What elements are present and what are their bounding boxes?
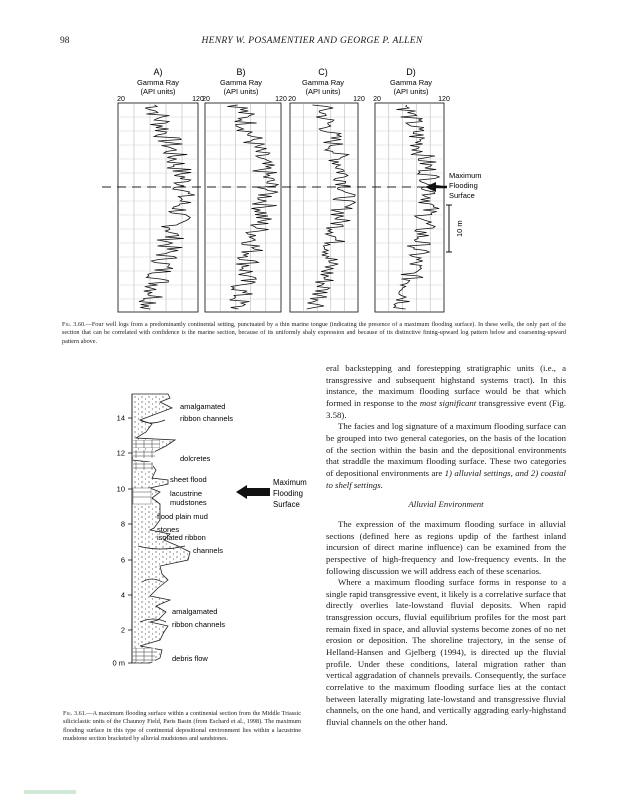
- body-text-column: [326, 363, 566, 729]
- mfs-label-360: [449, 171, 482, 200]
- paragraph-2: The facies and log signature of a maximum flooding surface can be grouped into two general categories, on the basis of the location of the section within the basin and the depositional environments that straddle the maximum flooding surface. These two categories of depositional environments are 1) alluvial settings, and 2) coastal to shelf settings.: [326, 421, 566, 490]
- log-c-title: Gamma Ray: [301, 78, 345, 87]
- mfs-361-line-3: Surface: [273, 500, 300, 509]
- facies-amalgamated-bottom: amalgamated: [172, 607, 218, 616]
- log-d-max: 120: [438, 96, 450, 103]
- dolcrete-layer: [133, 440, 160, 448]
- section-heading: Alluvial Environment: [408, 499, 484, 510]
- depth-ticks: [112, 414, 132, 668]
- depth-tick-label: 8: [120, 519, 125, 529]
- log-b-title: Gamma Ray: [219, 78, 263, 87]
- log-c-min: 20: [288, 96, 296, 103]
- facies-sheet-flood: sheet flood: [170, 475, 207, 484]
- depth-tick-label: 6: [120, 555, 125, 565]
- log-b-units: (API units): [223, 87, 259, 96]
- caption-label: Fig. 3.60.: [62, 321, 86, 328]
- facies-lacustrine: lacustrine: [170, 489, 203, 498]
- facies-amalgamated-top: amalgamated: [180, 402, 226, 411]
- depth-tick-label: 4: [120, 590, 125, 600]
- log-c-letter: C): [318, 67, 328, 77]
- log-a-units: (API units): [140, 87, 176, 96]
- log-a-title: Gamma Ray: [136, 78, 180, 87]
- paragraph-4: Where a maximum flooding surface forms in response to a single rapid transgressive event, it likely is a correlative surface that directly overlies late-lowstand fluvial deposits. When rapid transgression occurs, fluvial equilibrium profiles for the most part remain fixed in space, and alluvial systems become zones of no net erosion or deposition. The shoreline trajectory, in the sense of Helland-Hansen and Gjelberg (1994), is directed up the fluvial profile. Under these conditions, lateral migration rather than vertical aggradation of channels prevails. Consequently, the surface correlative to the maximum flooding surface lies at the contact between laterally migrating late-lowstand and transgressive fluvial channels, on the one hand, and vertically aggrading early-highstand fluvial channels on the other hand.: [326, 577, 566, 728]
- figure-3-61: [0, 0, 330, 705]
- mfs-label-line-3: Surface: [449, 191, 475, 200]
- log-d-title: Gamma Ray: [389, 78, 433, 87]
- mfs-label-line-2: Flooding: [449, 181, 478, 190]
- log-b-min: 20: [202, 96, 210, 103]
- facies-isolated-ribbon: isolated ribbon: [157, 533, 206, 542]
- mfs-361-line-1: Maximum: [273, 478, 307, 487]
- caption-text-361: —A maximum flooding surface within a continental section from the Middle Triassic siliciclastic units of the Chaunoy Field, Paris Basin (from Eschard et al., 1998). The maximum flooding surface in this type of continental depositional environment lies within a lacustrine mudstone section bracketed by alluvial mudstones and sandstones.: [63, 710, 302, 742]
- debris-flow-layer: [133, 648, 155, 662]
- log-d-letter: D): [406, 67, 416, 77]
- mfs-arrow-icon-361: [236, 485, 270, 499]
- facies-flood-plain-mud: flood plain mud: [157, 512, 208, 521]
- facies-dolcretes: dolcretes: [180, 454, 211, 463]
- log-a-letter: A): [153, 67, 163, 77]
- log-a-min: 20: [117, 96, 125, 103]
- mfs-361-line-2: Flooding: [273, 489, 303, 498]
- log-b-max: 120: [275, 96, 287, 103]
- facies-debris-flow: debris flow: [172, 654, 208, 663]
- lacustrine-mudstone-layer: [133, 488, 151, 504]
- log-c-units: (API units): [305, 87, 341, 96]
- page-number: 98: [60, 36, 70, 46]
- facies-mudstones: mudstones: [170, 498, 207, 507]
- mfs-label-line-1: Maximum: [449, 171, 482, 180]
- scale-label: 10 m: [455, 220, 464, 237]
- facies-stones: stones: [157, 525, 180, 534]
- running-head: HENRY W. POSAMENTIER AND GEORGE P. ALLEN: [201, 36, 423, 46]
- caption-label-361: Fig. 3.61.: [63, 710, 87, 717]
- log-track-d: [375, 103, 444, 312]
- depth-tick-label: 14: [116, 413, 125, 423]
- caption-text: —Four well logs from a predominantly continental setting, punctuated by a thin marine tongue (indicating the presence of a maximum flooding surface). In these wells, the only part of the section that can be correlated with confidence is the marine section, because of its uniformly shaly expression and because of its distinctive fining-upward log pattern below and coarsening-upward pattern above.: [62, 321, 566, 345]
- depth-tick-label: 2: [120, 625, 125, 635]
- figure-3-61-caption: [63, 710, 301, 743]
- log-a-max: 120: [192, 96, 204, 103]
- log-c-max: 120: [353, 96, 365, 103]
- paragraph-3: The expression of the maximum flooding surface in alluvial sections (defined here as regions updip of the farthest inland incursion of direct marine influence) can be examined from the perspective of high-frequency and low-frequency events. In the following discussion we will address each of these scenarios.: [326, 518, 566, 576]
- scan-mark: [24, 790, 76, 794]
- depth-tick-label: 12: [116, 448, 125, 458]
- facies-ribbon-channels-bottom: ribbon channels: [172, 620, 225, 629]
- depth-tick-label: 10: [116, 484, 125, 494]
- log-b-letter: B): [236, 67, 246, 77]
- facies-channels: channels: [193, 546, 224, 555]
- mfs-label-361: [273, 478, 307, 509]
- log-d-units: (API units): [393, 87, 429, 96]
- facies-ribbon-channels-top: ribbon channels: [180, 414, 233, 423]
- log-d-min: 20: [373, 96, 381, 103]
- paragraph-1: eral backstepping and forestepping stratigraphic units (i.e., a transgressive and subsequent highstand systems tract). In this instance, the maximum flooding surface would be that which formed in response to the most significant transgressive event (Fig. 3.58).: [326, 363, 566, 420]
- depth-tick-label: 0 m: [112, 658, 125, 668]
